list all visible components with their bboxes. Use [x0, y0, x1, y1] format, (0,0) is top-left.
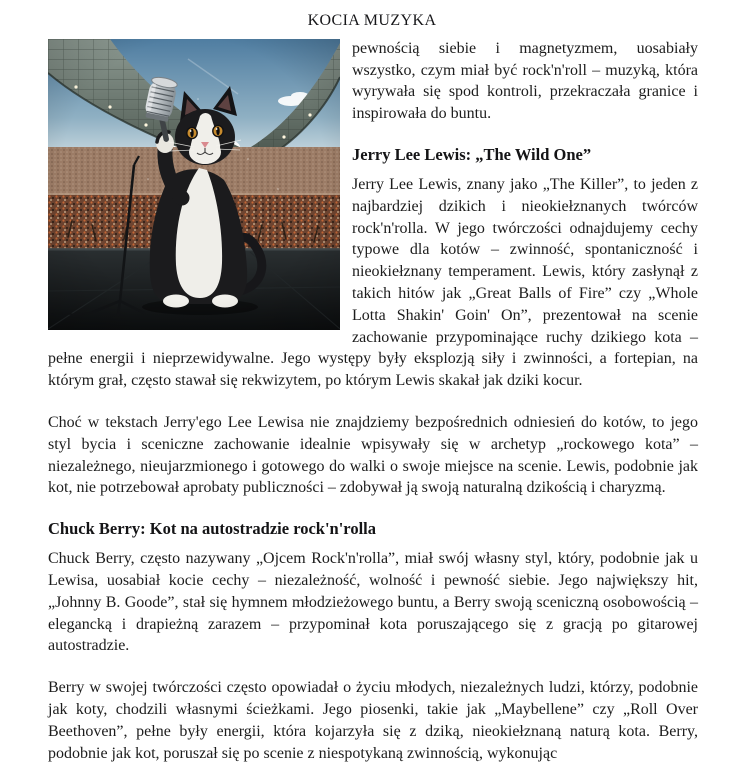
heading-jerry-lee-lewis: Jerry Lee Lewis: „The Wild One” — [352, 144, 592, 164]
article-body — [0, 32, 744, 765]
jerry-paragraph-1: Jerry Lee Lewis, znany jako „The Killer”, to jeden z najbardziej dzikich i nieokiełznanych twórców rock'n'rolla. W jego twórczości odnajdujemy cechy typowe dla kotów – zwinność, spontaniczność i nieokiełznany temperament. Lewis, który zasłynął z takich hitów jak „Great Balls of Fire” czy „Whole Lotta Shakin' Goin' On”, prezentował na scenie zachowanie przypominające ruchy dzikiego kota – pełne energii i nieprzewidywalne. Jego występy były eksplozją siły i zwinności, a fortepian, na którym grał, często stawał się rekwizytem, po którym Lewis skakał jak dziki kocur. — [48, 175, 698, 390]
jerry-paragraph-2: Choć w tekstach Jerry'ego Lee Lewisa nie znajdziemy bezpośrednich odniesień do kotów, to jego styl bycia i sceniczne zachowanie idealnie wpisywały się w archetyp „rockowego kota” – niezależnego, nieujarzmionego i gotowego do walki o swoje miejsce na scenie. Lewis, podobnie jak kot, nie potrzebował aprobaty publiczności – zdobywał ją swoją naturalną dzikością i charyzmą. — [48, 413, 698, 497]
cat-rockstar-image — [48, 39, 340, 330]
page-title: KOCIA MUZYKA — [307, 12, 437, 29]
chuck-paragraph-1: Chuck Berry, często nazywany „Ojcem Rock'n'rolla”, miał swój własny styl, który, podobnie jak u Lewisa, uosabiał kocie cechy – niezależność, wolność i pewność siebie. Jego największy hit, „Johnny B. Goode”, stał się hymnem młodzieżowego buntu, a Berry swoją sceniczną osobowością – elegancką i drapieżną zarazem – przypominał kota poruszającego się z gracją po gitarowej autostradzie. — [48, 550, 698, 655]
intro-continuation-paragraph: pewnością siebie i magnetyzmem, uosabiały wszystko, czym miał być rock'n'roll – muzyką, która wyrywała się spod kontroli, przekraczała granice i inspirowała do buntu. — [352, 39, 698, 123]
heading-chuck-berry: Chuck Berry: Kot na autostradzie rock'n'rolla — [48, 519, 377, 539]
chuck-paragraph-2: Berry w swojej twórczości często opowiadał o życiu młodych, niezależnych ludzi, którzy, podobnie jak koty, chodzili własnymi ścieżkami. Jego piosenki, takie jak „Maybellene” czy „Roll Over Beethoven”, pełne były energii, która kojarzyła się z dziką, nieokiełznaną naturą kota. Berry, podobnie jak kot, poruszał się po scenie z niespotykaną zwinnością, wykonując — [48, 679, 698, 762]
